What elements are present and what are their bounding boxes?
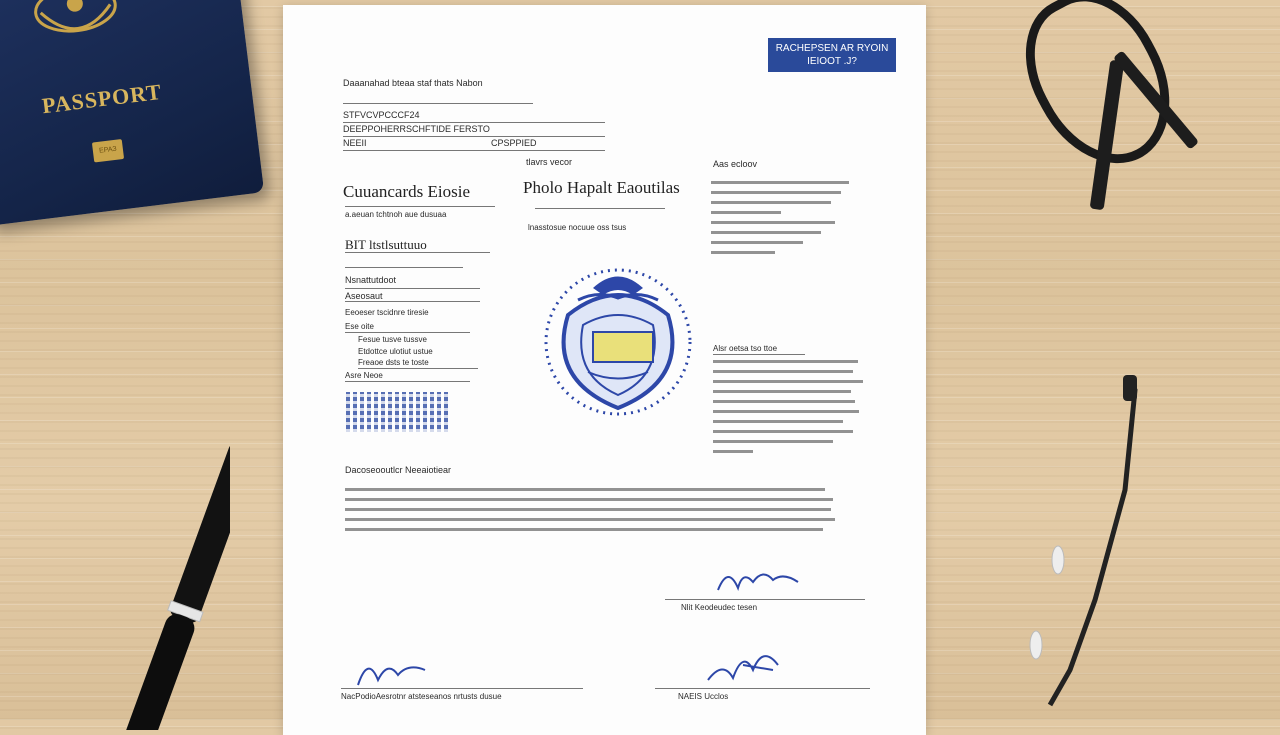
rule <box>345 206 495 207</box>
rule <box>655 688 870 689</box>
sub-left: a.aeuan tchtnoh aue dusuaa <box>345 210 447 219</box>
glasses-temple <box>1010 370 1150 710</box>
rule <box>665 599 865 600</box>
label-line-1: RACHEPSEN AR RYOIN <box>775 43 889 54</box>
rule <box>345 301 480 302</box>
passport-title: PASSPORT <box>40 78 164 119</box>
field-a: Nsnattutdoot <box>345 275 397 285</box>
rule <box>358 368 478 369</box>
right-paragraph <box>713 360 863 460</box>
rule <box>343 122 605 123</box>
lower-heading: Dacoseooutlcr Neeaiotiear <box>345 465 452 475</box>
title-center: Pholo Hapalt Eaoutilas <box>523 178 680 197</box>
label-line-2: IEIOOT .J? <box>807 56 857 67</box>
field-2: DEEPPOHERRSCHFTIDE FERSTO <box>343 124 490 134</box>
rule <box>345 381 470 382</box>
field-3-right: CPSPPIED <box>491 138 537 148</box>
mid-caption: tlavrs vecor <box>526 157 573 167</box>
list-item: Ese oite <box>345 322 374 331</box>
list-item: Asre Neoe <box>345 371 383 380</box>
field-3: NEEII <box>343 138 367 148</box>
signature-1-caption: Nlit Keodeudec tesen <box>681 603 758 612</box>
official-seal-icon <box>538 260 698 420</box>
passport-chip <box>92 139 124 163</box>
right-caption: Aas ecloov <box>713 159 758 169</box>
sub-center: lnasstosue nocuue oss tsus <box>528 223 627 232</box>
header-line: Daaanahad bteaa staf thats Nabon <box>343 78 483 88</box>
lower-paragraph <box>345 488 835 538</box>
rule <box>345 288 480 289</box>
rule <box>343 150 605 151</box>
bit-label: BIT ltstlsuttuuo <box>345 237 427 252</box>
section-label: Eeoeser tscidnre tiresie <box>345 308 429 317</box>
field-1: STFVCVPCCCF24 <box>343 110 420 120</box>
right-text-block <box>711 181 851 261</box>
signature-2-caption: NacPodioAesrotnr atsteseanos nrtusts dusue <box>341 692 502 701</box>
signature-1 <box>713 560 813 600</box>
rule <box>535 208 665 209</box>
rule <box>343 136 605 137</box>
passport <box>0 0 264 226</box>
signature-2 <box>353 655 433 690</box>
right-heading: Alsr oetsa tso ttoe <box>713 344 778 353</box>
signature-3-caption: NAEIS Ucclos <box>678 692 729 701</box>
rule <box>345 332 470 333</box>
passport-chip-text: ЕРАЗ <box>98 145 118 155</box>
qr-code-overlay <box>346 392 448 432</box>
rule <box>345 252 490 253</box>
rule <box>345 267 463 268</box>
rule <box>341 688 583 689</box>
document-sheet <box>283 5 926 735</box>
list-item: Fesue tusve tussve <box>358 335 427 344</box>
list-item: Freaoe dsts te toste <box>358 358 429 367</box>
signature-3 <box>703 640 793 690</box>
list-item: Etdottce ulotiut ustue <box>358 347 433 356</box>
rule <box>343 103 533 104</box>
field-b: Aseosaut <box>345 291 383 301</box>
fountain-pen-icon <box>40 360 230 730</box>
rule <box>713 354 805 355</box>
passport-emblem-icon <box>17 0 135 55</box>
title-left: Cuuancards Eiosie <box>343 182 470 201</box>
document-label-box <box>768 38 896 72</box>
